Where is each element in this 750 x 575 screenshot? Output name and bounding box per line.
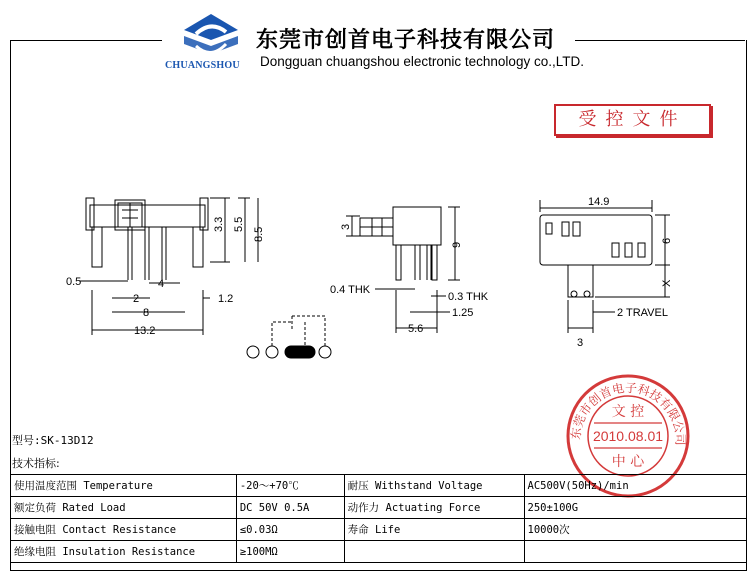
logo-text: CHUANGSHOU (165, 60, 240, 71)
seal-ring-text: 东莞市创首电子科技有限公司 (568, 380, 688, 446)
front-dim-5-5: 5.5 (233, 216, 245, 232)
top-dim-x: X (661, 279, 673, 287)
front-dim-13-2: 13.2 (134, 325, 156, 337)
spec-table (10, 474, 747, 563)
spec-heading: 技术指标: (12, 457, 60, 470)
front-dim-8-5: 8.5 (253, 226, 265, 242)
table-row (11, 497, 747, 519)
company-name-cn: 东莞市创首电子科技有限公司 (256, 28, 556, 53)
spec-label: 绝缘电阻 Insulation Resistance (11, 541, 237, 563)
spec-value: -20～+70℃ (236, 475, 344, 497)
front-dim-3-3: 3.3 (213, 216, 225, 232)
side-dim-0-4-thk: 0.4 THK (330, 284, 371, 296)
side-dim-1-25: 1.25 (452, 307, 474, 319)
front-dim-8: 8 (143, 307, 150, 319)
spec-label: 耐压 Withstand Voltage (344, 475, 524, 497)
top-dim-6: 6 (661, 237, 673, 244)
side-dim-9: 9 (451, 241, 463, 248)
spec-value: AC500V(50Hz)/min (524, 475, 747, 497)
seal-line3: 中 心 (611, 454, 645, 470)
front-dim-1-2: 1.2 (218, 293, 234, 305)
front-dim-2: 2 (133, 293, 140, 305)
top-dim-2-travel: 2 TRAVEL (617, 307, 668, 319)
spec-label: 额定负荷 Rated Load (11, 497, 237, 519)
seal-date: 2010.08.01 (592, 428, 664, 444)
spec-label: 动作力 Actuating Force (344, 497, 524, 519)
spec-value: DC 50V 0.5A (236, 497, 344, 519)
top-dim-3: 3 (577, 337, 584, 349)
spec-value (524, 541, 747, 563)
side-dim-3: 3 (340, 223, 352, 230)
spec-label: 寿命 Life (344, 519, 524, 541)
spec-label (344, 541, 524, 563)
controlled-document-stamp: 受控文件 (554, 104, 711, 136)
front-dim-4: 4 (158, 278, 165, 290)
table-row (11, 475, 747, 497)
side-dim-0-3-thk: 0.3 THK (448, 291, 489, 303)
company-name-en: Dongguan chuangshou electronic technology co.,LTD. (260, 54, 584, 69)
table-row (11, 519, 747, 541)
spec-value: 250±100G (524, 497, 747, 519)
spec-label: 接触电阻 Contact Resistance (11, 519, 237, 541)
spec-value: 10000次 (524, 519, 747, 541)
spec-value: ≤0.03Ω (236, 519, 344, 541)
spec-label: 使用温度范围 Temperature (11, 475, 237, 497)
side-dim-5-6: 5.6 (408, 323, 424, 335)
table-row (11, 541, 747, 563)
model-number: 型号:SK-13D12 (12, 434, 94, 447)
front-dim-0-5: 0.5 (66, 276, 82, 288)
spec-value: ≥100MΩ (236, 541, 344, 563)
top-dim-14-9: 14.9 (588, 196, 610, 208)
seal-line1: 文 控 (611, 404, 645, 420)
